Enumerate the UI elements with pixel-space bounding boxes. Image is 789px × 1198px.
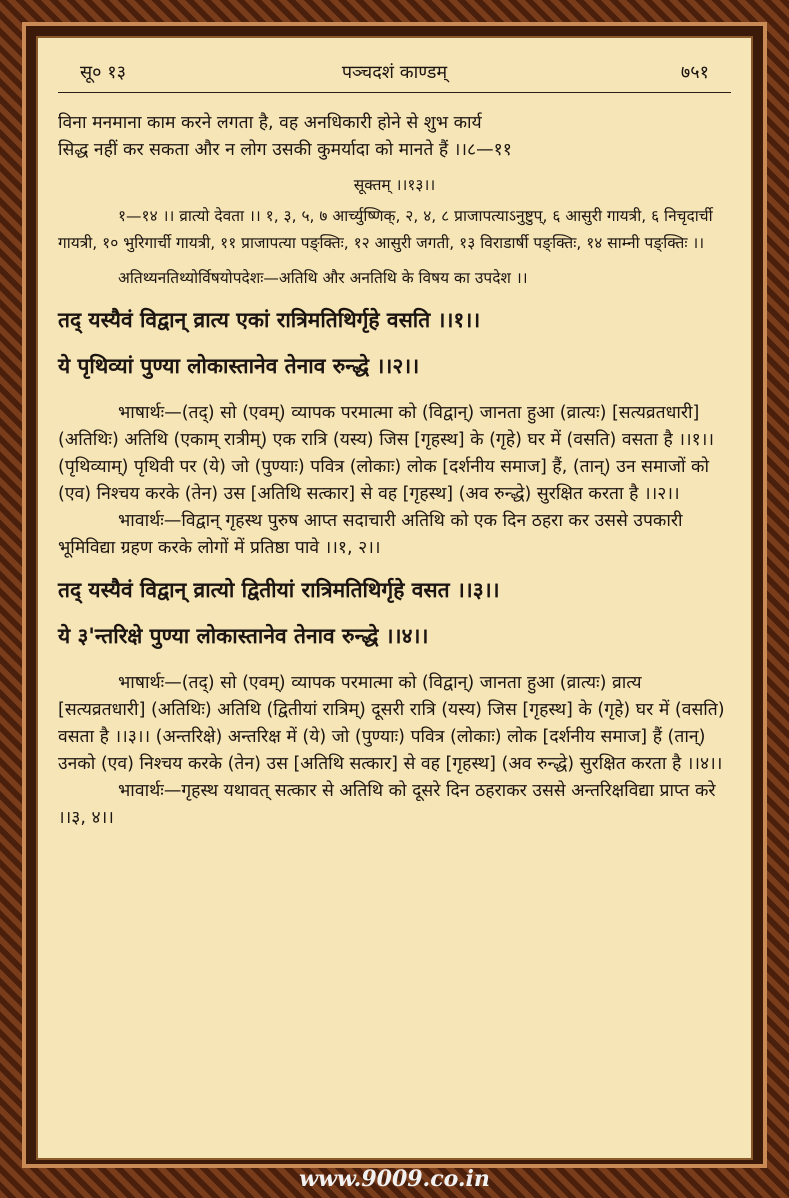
bhavartha-1: भावार्थः—विद्वान् गृहस्थ पुरुष आप्त सदाचारी अतिथि को एक दिन ठहरा कर उससे उपकारी भूमिविद्या ग्रहण करके लोगों में प्रतिष्ठा पावे ।।१, २।। (58, 511, 683, 558)
header-rule (58, 92, 731, 93)
upadesha-line: अतिथ्यनतिथ्योर्विषयोपदेशः—अतिथि और अनतिथि के विषय का उपदेश ।। (118, 269, 528, 287)
bhashartha-1: भाषार्थः—(तद्) सो (एवम्) व्यापक परमात्मा को (विद्वान्) जानता हुआ (व्रात्यः) [सत्यव्रतधारी] (अतिथिः) अतिथि (एकाम् रात्रीम्) एक रात्रि (यस्य) जिस [गृहस्थ] के (गृहे) घर में (वसति) वसता है ।।१।। (पृथिव्याम्) पृथिवी पर (ये) जो (पुण्याः) पवित्र (लोकाः) लोक [दर्शनीय समाज] हैं, (तान्) उन समाजों को (एव) निश्चय करके (तेन) उस [अतिथि सत्कार] से वह [गृहस्थ] (अव रुन्द्धे) सुरक्षित करता है ।।२।। (58, 403, 714, 504)
mantra-3: तद् यस्यैवं विद्वान् व्रात्यो द्वितीयां रात्रिमतिथिर्गृहे वसत ।।३।। (58, 577, 500, 602)
intro-line-2: सिद्ध नहीं कर सकता और न लोग उसकी कुमर्यादा को मानते हैं ।।८—११ (58, 140, 512, 160)
page-number: ७५१ (680, 62, 709, 83)
bhavartha-2: भावार्थः—गृहस्थ यथावत् सत्कार से अतिथि को दूसरे दिन ठहराकर उससे अन्तरिक्षविद्या प्राप्त करे ।।३, ४।। (58, 781, 716, 828)
website-url: www.9009.co.in (299, 1166, 490, 1192)
intro-line-1: विना मनमाना काम करने लगता है, वह अनधिकारी होने से शुभ कार्य (58, 113, 482, 133)
sukta-title: सूक्तम् ।।१३।। (353, 176, 436, 194)
mantra-4: ये ३'न्तरिक्षे पुण्या लोकास्तानेव तेनाव रुन्द्धे ।।४।। (58, 623, 429, 648)
sutra-number: सू० १३ (80, 62, 126, 83)
book-page (36, 36, 753, 1160)
bhashartha-2: भाषार्थः—(तद्) सो (एवम्) व्यापक परमात्मा को (विद्वान्) जानता हुआ (व्रात्यः) व्रात्य [सत्यव्रतधारी] (अतिथिः) अतिथि (द्वितीयां रात्रिम्) दूसरी रात्रि (यस्य) जिस [गृहस्थ] के (गृहे) घर में (वसति) वसता है ।।३।। (अन्तरिक्षे) अन्तरिक्ष में (ये) जो (पुण्याः) पवित्र (लोकाः) लोक [दर्शनीय समाज] हैं (तान्) उनको (एव) निश्चय करके (तेन) उस [अतिथि सत्कार] से वह [गृहस्थ] (अव रुन्द्धे) सुरक्षित करता है ।।४।। (58, 673, 725, 774)
mantra-2: ये पृथिव्यां पुण्या लोकास्तानेव तेनाव रुन्द्धे ।।२।। (58, 353, 420, 378)
page-content (58, 110, 731, 832)
page-header (50, 60, 739, 90)
mantra-1: तद् यस्यैवं विद्वान् व्रात्य एकां रात्रिमतिथिर्गृहे वसति ।।१।। (58, 307, 481, 332)
metadata-paragraph: १—१४ ।। व्रात्यो देवता ।। १, ३, ५, ७ आर्च्युष्णिक्, २, ४, ८ प्राजापत्याऽनुष्टुप्, ६ आसुरी गायत्री, ६ निचृदार्ची गायत्री, १० भुरिगार्ची गायत्री, ११ प्राजापत्या पङ्क्तिः, १२ आसुरी जगती, १३ विराडार्षी पङ्क्तिः, १४ साम्नी पङ्क्तिः ।। (58, 207, 713, 252)
chapter-title: पञ्चदशं काण्डम् (341, 62, 448, 83)
